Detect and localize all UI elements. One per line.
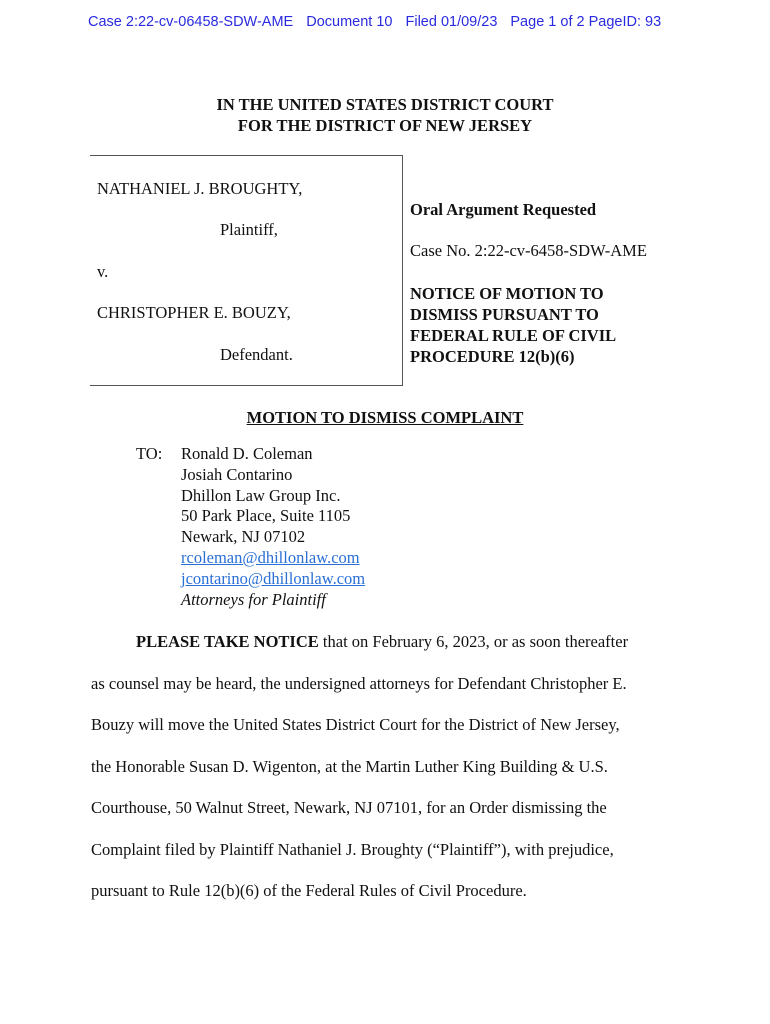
court-line-2: FOR THE DISTRICT OF NEW JERSEY: [237, 116, 533, 135]
notice-line: FEDERAL RULE OF CIVIL: [410, 326, 617, 345]
body-first-line: [136, 632, 628, 652]
body-line: Bouzy will move the United States District Court for the District of New Jersey,: [91, 715, 620, 734]
notice-line: PROCEDURE 12(b)(6): [410, 347, 575, 366]
recipient-line: Newark, NJ 07102: [181, 527, 306, 547]
oral-argument: Oral Argument Requested: [410, 200, 597, 219]
recipient-line: Ronald D. Coleman: [181, 444, 313, 463]
case-no: Case No. 2:22-cv-6458-SDW-AME: [410, 241, 647, 260]
recipient-line: 50 Park Place, Suite 1105: [181, 506, 351, 526]
plaintiff-role: Plaintiff,: [220, 220, 278, 239]
recipient-block: [181, 444, 365, 610]
body-line: as counsel may be heard, the undersigned attorneys for Defendant Christopher E.: [91, 674, 627, 693]
document-number: Document 10: [306, 14, 393, 30]
recipient-line: Dhillon Law Group Inc.: [181, 485, 341, 505]
defendant-name: CHRISTOPHER E. BOUZY,: [97, 303, 291, 322]
notice-lead: PLEASE TAKE NOTICE: [136, 632, 319, 651]
body-line: pursuant to Rule 12(b)(6) of the Federal Rules of Civil Procedure.: [91, 881, 527, 900]
ecf-header: [88, 14, 674, 30]
notice-title: [410, 283, 616, 367]
notice-line: DISMISS PURSUANT TO: [410, 305, 599, 324]
body-line: the Honorable Susan D. Wigenton, at the Martin Luther King Building & U.S.: [91, 757, 608, 776]
filed-date: Filed 01/09/23: [405, 14, 498, 30]
court-line-1: IN THE UNITED STATES DISTRICT COURT: [216, 95, 554, 114]
notice-line: NOTICE OF MOTION TO: [410, 284, 604, 303]
page-id: Page 1 of 2 PageID: 93: [510, 14, 662, 30]
plaintiff-name: NATHANIEL J. BROUGHTY,: [97, 179, 303, 198]
recipient-line: Josiah Contarino: [181, 464, 293, 484]
defendant-role: Defendant.: [220, 345, 293, 364]
body-text: that on February 6, 2023, or as soon thereafter: [318, 632, 629, 651]
to-label: TO:: [136, 444, 163, 463]
email-link[interactable]: jcontarino@dhillonlaw.com: [181, 568, 366, 588]
email-link[interactable]: rcoleman@dhillonlaw.com: [181, 547, 360, 567]
versus: v.: [97, 262, 109, 281]
body-line: Courthouse, 50 Walnut Street, Newark, NJ 07101, for an Order dismissing the: [91, 798, 607, 817]
document-title: MOTION TO DISMISS COMPLAINT: [246, 408, 524, 427]
court-heading: [0, 94, 770, 136]
case-number: Case 2:22-cv-06458-SDW-AME: [88, 14, 294, 30]
body-line: Complaint filed by Plaintiff Nathaniel J. Broughty (“Plaintiff”), with prejudice,: [91, 840, 614, 859]
recipient-role: Attorneys for Plaintiff: [181, 589, 326, 609]
